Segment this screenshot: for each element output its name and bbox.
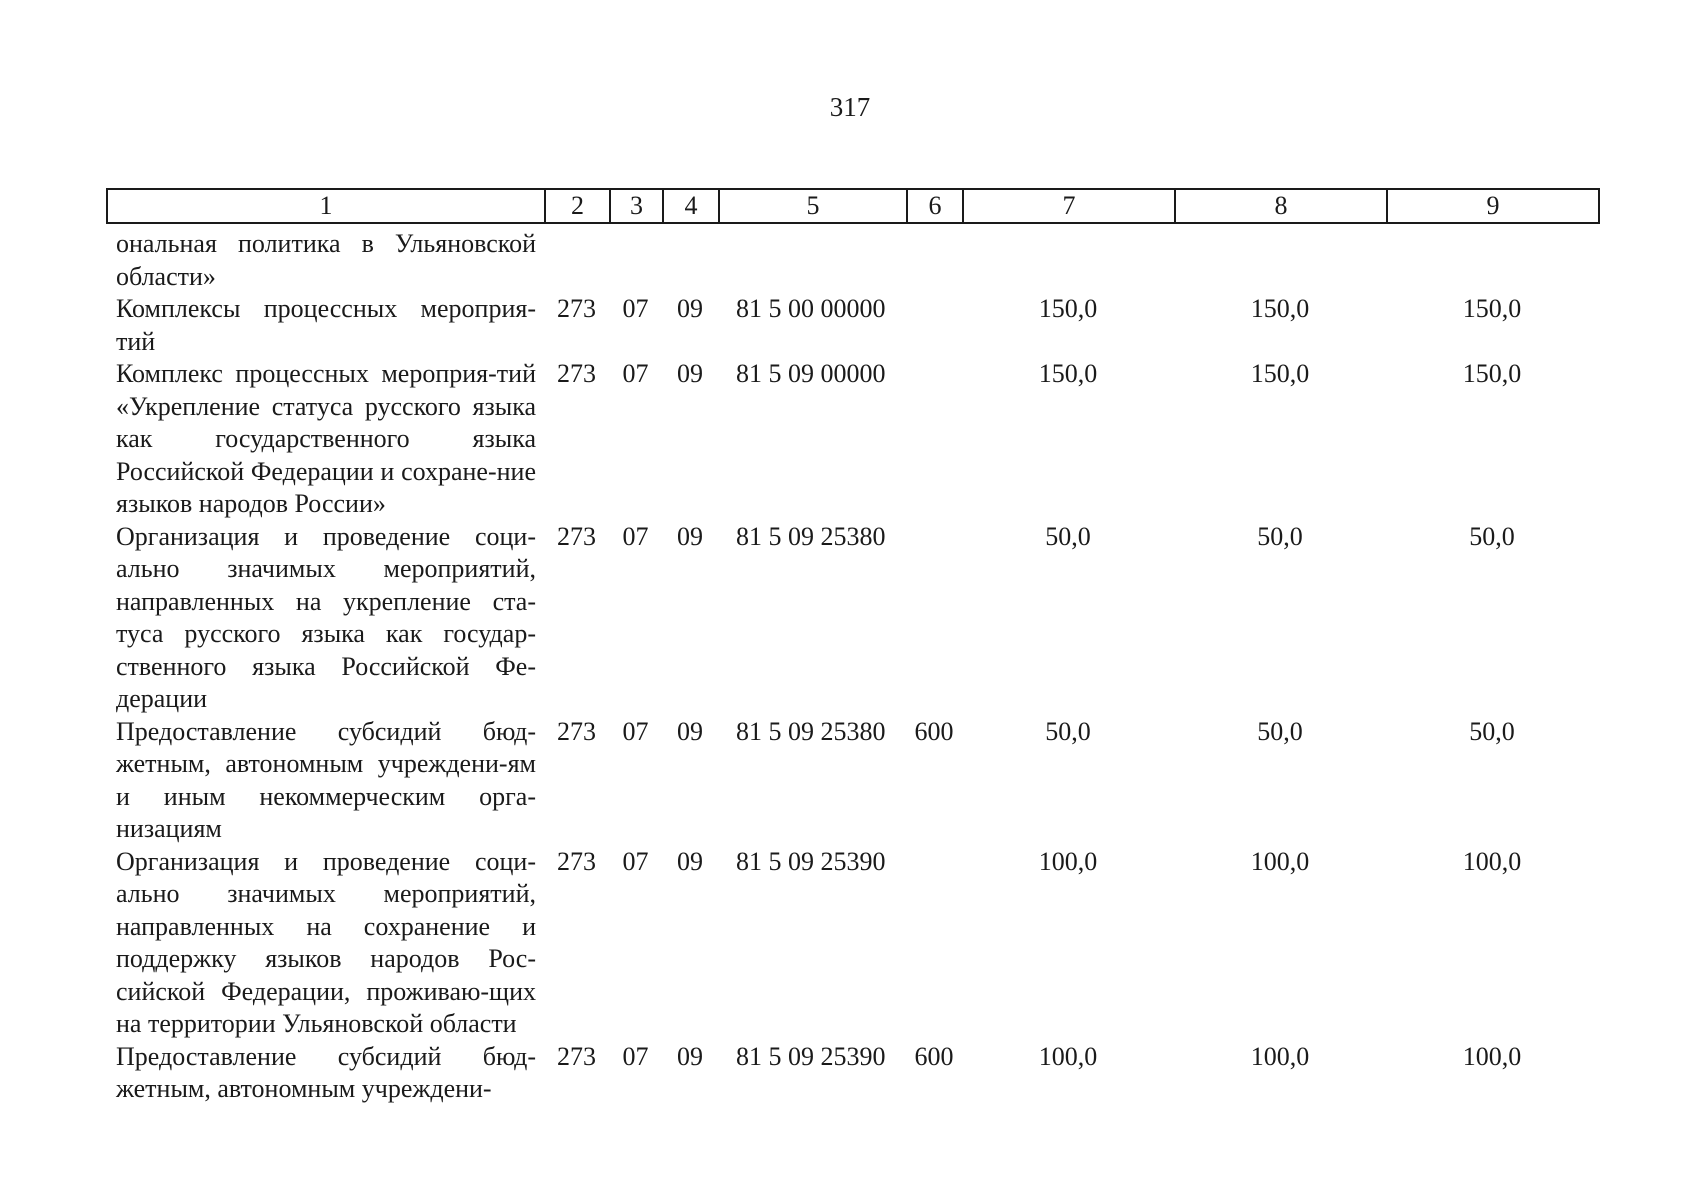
row-col-9: 100,0 <box>1462 1041 1522 1071</box>
row-col-4 <box>662 228 718 293</box>
row-col-3: 07 <box>622 521 649 551</box>
row-col-8: 100,0 <box>1250 846 1310 876</box>
row-description: Предоставление субсидий бюд-жетным, автономным учреждени- <box>116 1041 536 1103</box>
row-description: Организация и проведение соци-ально значимых мероприятий, направленных на укрепление ста-туса русского языка как государ-ственного языка Российской Фе-дерации <box>116 521 536 713</box>
row-col-7: 150,0 <box>1038 359 1098 388</box>
row-col-6 <box>906 358 962 521</box>
table-row <box>106 228 1598 293</box>
row-col-6: 600 <box>914 716 954 746</box>
row-col-5 <box>718 228 906 293</box>
row-col-3: 07 <box>622 294 649 323</box>
row-col-4: 09 <box>677 716 703 746</box>
row-col-8: 50,0 <box>1257 716 1303 746</box>
table-row <box>106 1041 1598 1106</box>
row-col-4: 09 <box>677 294 703 323</box>
row-col-3: 07 <box>622 1041 649 1071</box>
row-col-2: 273 <box>557 1041 596 1071</box>
row-col-6 <box>906 846 962 1041</box>
row-col-8: 150,0 <box>1250 359 1310 388</box>
row-col-2: 273 <box>557 846 596 876</box>
row-col-6 <box>906 521 962 716</box>
table-body <box>106 228 1598 1106</box>
row-col-8 <box>1174 228 1386 293</box>
page-number: 317 <box>829 92 871 122</box>
row-description: Организация и проведение соци-ально значимых мероприятий, направленных на сохранение и поддержку языков народов Рос-сийской Федерации, проживаю-щих на территории Ульяновской области <box>116 846 536 1038</box>
table-row <box>106 846 1598 1041</box>
table-row <box>106 293 1598 358</box>
row-col-5: 81 5 00 00000 <box>736 294 886 323</box>
table-header <box>106 188 1600 224</box>
header-col-9: 9 <box>1387 189 1599 223</box>
row-description: Комплексы процессных мероприя-тий <box>116 294 536 356</box>
row-col-9: 100,0 <box>1462 846 1522 876</box>
row-col-7: 50,0 <box>1045 521 1091 551</box>
row-col-2: 273 <box>557 359 596 388</box>
row-col-4: 09 <box>677 359 703 388</box>
row-col-3: 07 <box>622 359 649 388</box>
row-col-9 <box>1386 228 1598 293</box>
row-col-2: 273 <box>557 716 596 746</box>
row-col-5: 81 5 09 00000 <box>736 359 886 388</box>
row-col-7 <box>962 228 1174 293</box>
table-row <box>106 521 1598 716</box>
header-col-3: 3 <box>610 189 663 223</box>
row-col-4: 09 <box>677 1041 703 1071</box>
row-col-7: 50,0 <box>1045 716 1091 746</box>
row-col-2: 273 <box>557 521 596 551</box>
row-col-6 <box>906 293 962 358</box>
row-description: ональная политика в Ульяновской области» <box>116 229 536 291</box>
row-col-5: 81 5 09 25380 <box>736 716 886 746</box>
row-col-9: 150,0 <box>1462 294 1522 323</box>
header-col-1: 1 <box>107 189 545 223</box>
header-col-8: 8 <box>1175 189 1387 223</box>
row-col-6 <box>906 228 962 293</box>
row-col-5: 81 5 09 25390 <box>736 1041 886 1071</box>
row-col-7: 100,0 <box>1038 846 1098 876</box>
table-row <box>106 358 1598 521</box>
row-col-3 <box>609 228 662 293</box>
row-description: Предоставление субсидий бюд-жетным, автономным учреждени-ям и иным некоммерческим орга-низациям <box>116 716 536 843</box>
header-col-2: 2 <box>545 189 610 223</box>
row-col-9: 50,0 <box>1469 521 1515 551</box>
row-col-5: 81 5 09 25390 <box>736 846 886 876</box>
row-col-3: 07 <box>622 846 649 876</box>
row-col-8: 150,0 <box>1250 294 1310 323</box>
row-col-8: 100,0 <box>1250 1041 1310 1071</box>
row-col-9: 150,0 <box>1462 359 1522 388</box>
header-col-4: 4 <box>663 189 719 223</box>
row-col-5: 81 5 09 25380 <box>736 521 886 551</box>
row-col-4: 09 <box>677 521 703 551</box>
header-col-7: 7 <box>963 189 1175 223</box>
header-col-5: 5 <box>719 189 907 223</box>
row-col-2 <box>544 228 609 293</box>
row-col-2: 273 <box>557 294 596 323</box>
header-col-6: 6 <box>907 189 963 223</box>
table-row <box>106 716 1598 846</box>
row-col-3: 07 <box>622 716 649 746</box>
row-col-6: 600 <box>914 1041 954 1071</box>
row-col-7: 100,0 <box>1038 1041 1098 1071</box>
row-col-4: 09 <box>677 846 703 876</box>
row-col-9: 50,0 <box>1469 716 1515 746</box>
row-description: Комплекс процессных мероприя-тий «Укрепление статуса русского языка как государственного языка Российской Федерации и сохране-ние языков народов России» <box>116 359 536 518</box>
row-col-8: 50,0 <box>1257 521 1303 551</box>
row-col-7: 150,0 <box>1038 294 1098 323</box>
